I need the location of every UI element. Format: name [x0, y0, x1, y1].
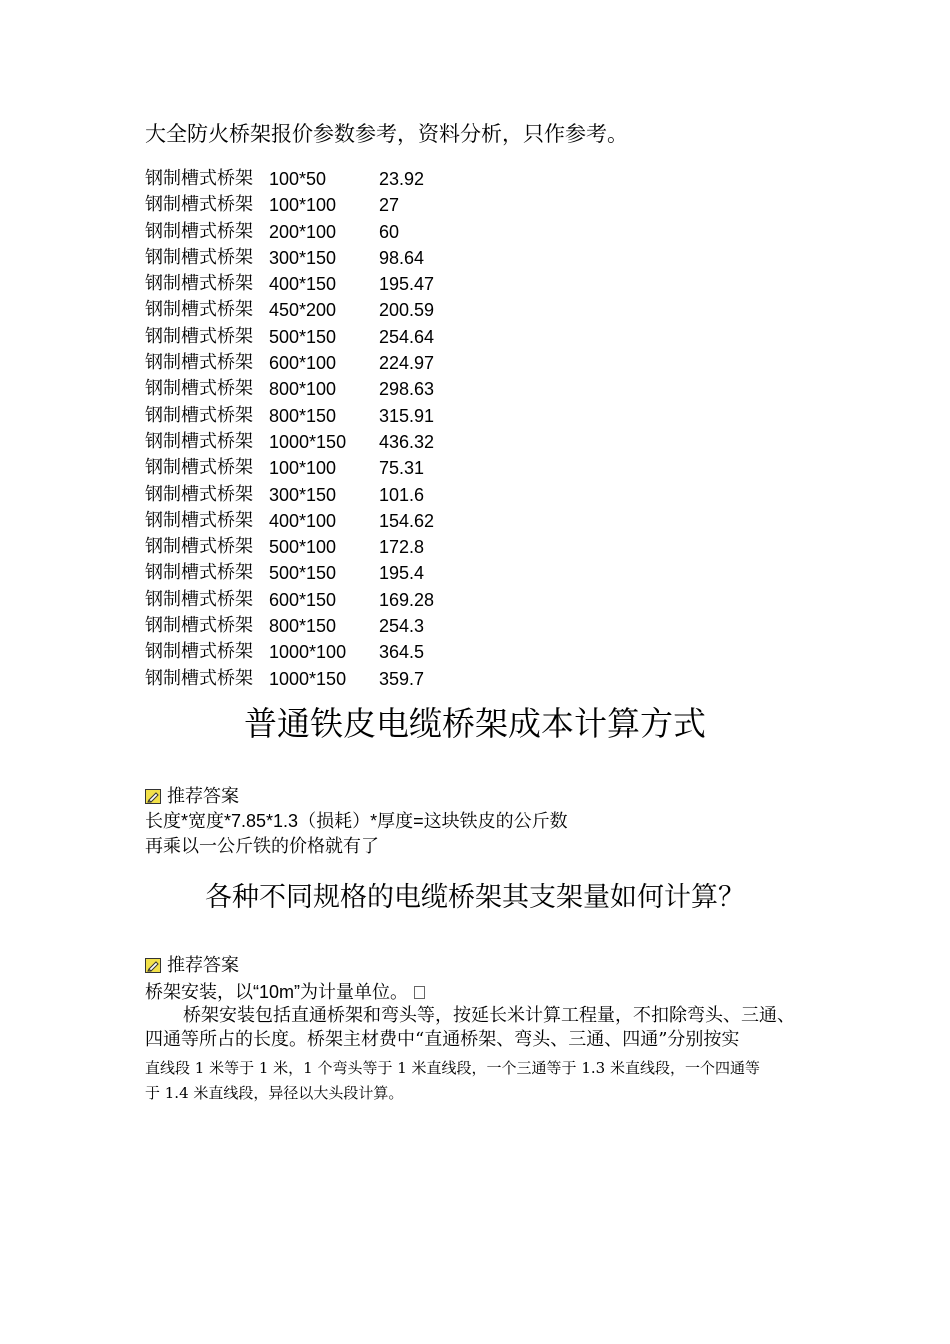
product-spec: 600*150: [269, 589, 337, 610]
product-spec: 100*100: [269, 195, 337, 216]
product-price: 359.7: [379, 668, 425, 689]
product-spec: 450*200: [269, 300, 337, 321]
formula-part: *厚度=: [370, 811, 424, 831]
product-spec: 200*100: [269, 221, 337, 242]
unit-part: 桥架安装，以: [145, 982, 253, 1003]
product-name: 钢制槽式桥架: [145, 562, 253, 584]
product-spec: 600*100: [269, 353, 337, 374]
product-name: 钢制槽式桥架: [145, 430, 253, 452]
product-price: 60: [379, 221, 400, 242]
product-name: 钢制槽式桥架: [145, 588, 253, 610]
unit-part: “10m”: [253, 982, 301, 1002]
section2-answer-label: [145, 954, 239, 978]
product-spec: 1000*150: [269, 431, 347, 452]
product-spec: 300*150: [269, 247, 337, 268]
product-name: 钢制槽式桥架: [145, 273, 253, 295]
product-name: 钢制槽式桥架: [145, 168, 253, 189]
product-price: 169.28: [379, 589, 435, 610]
product-price: 436.32: [379, 431, 435, 452]
product-price: 364.5: [379, 642, 425, 663]
product-price: 27: [379, 195, 400, 216]
product-name: 钢制槽式桥架: [145, 299, 253, 321]
product-spec: 500*150: [269, 563, 337, 584]
formula-part: （损耗）: [298, 811, 371, 832]
product-spec: 800*150: [269, 616, 337, 637]
product-name: 钢制槽式桥架: [145, 483, 253, 505]
product-spec: 800*150: [269, 405, 337, 426]
section2-title: 各种不同规格的电缆桥架其支架量如何计算？: [205, 882, 745, 913]
product-name: 钢制槽式桥架: [145, 536, 253, 558]
product-price: 298.63: [379, 379, 435, 400]
product-spec: 1000*100: [269, 642, 347, 663]
product-spec: 100*50: [269, 169, 327, 189]
product-price: 315.91: [379, 405, 435, 426]
product-spec: 300*150: [269, 484, 337, 505]
answer-label-text: 推荐答案: [167, 955, 239, 976]
product-name: 钢制槽式桥架: [145, 509, 253, 531]
product-spec: 100*100: [269, 458, 337, 479]
product-spec: 400*150: [269, 274, 337, 295]
product-price: 154.62: [379, 510, 435, 531]
product-price: 195.47: [379, 274, 435, 295]
product-name: 钢制槽式桥架: [145, 352, 253, 374]
product-price: 172.8: [379, 537, 425, 558]
product-name: 钢制槽式桥架: [145, 667, 253, 689]
section1-formula: [145, 809, 568, 834]
answer-label-text: 推荐答案: [167, 786, 239, 807]
answer-icon: [145, 958, 161, 973]
product-spec: 500*100: [269, 537, 337, 558]
intro-text: 大全防火桥架报价参数参考，资料分析，只作参考。: [145, 122, 628, 146]
product-name: 钢制槽式桥架: [145, 246, 253, 268]
product-name: 钢制槽式桥架: [145, 641, 253, 663]
product-price: 98.64: [379, 247, 425, 268]
formula-part: 这块铁皮的公斤数: [423, 811, 568, 832]
product-price: 101.6: [379, 484, 425, 505]
product-price: 254.64: [379, 326, 435, 347]
product-price: 75.31: [379, 458, 425, 479]
product-name: 钢制槽式桥架: [145, 325, 253, 347]
section2-para4: 于 1.4 米直线段，异径以大头段计算。: [145, 1084, 404, 1102]
product-name: 钢制槽式桥架: [145, 615, 253, 637]
section2-para2: 四通等所占的长度。桥架主材费中“直通桥架、弯头、三通、四通”分别按实: [145, 1029, 740, 1050]
formula-part: 长度*宽度*7.85*1.3: [145, 811, 299, 831]
section1-line2: 再乘以一公斤铁的价格就有了: [145, 836, 379, 857]
section1-title: 普通铁皮电缆桥架成本计算方式: [244, 704, 706, 743]
product-name: 钢制槽式桥架: [145, 220, 253, 242]
product-name: 钢制槽式桥架: [145, 378, 253, 400]
section2-para3: 直线段 1 米等于 1 米，1 个弯头等于 1 米直线段，一个三通等于 1.3 米直线段，一个四通等: [145, 1059, 760, 1077]
unit-part: 为计量单位。: [300, 982, 409, 1003]
product-price: 224.97: [379, 353, 435, 374]
section2-para1: 桥架安装包括直通桥架和弯头等，按延长米计算工程量，不扣除弯头、三通、: [183, 1005, 795, 1026]
product-price: 200.59: [379, 300, 435, 321]
product-price: 254.3: [379, 616, 425, 637]
product-price: 23.92: [379, 169, 425, 189]
product-spec: 1000*150: [269, 668, 347, 689]
section1-answer-label: [145, 785, 239, 809]
missing-glyph-box: [414, 986, 425, 999]
product-price: 195.4: [379, 563, 425, 584]
answer-icon: [145, 789, 161, 804]
section2-unit-line: [145, 980, 425, 1005]
product-name: 钢制槽式桥架: [145, 404, 253, 426]
product-name: 钢制槽式桥架: [145, 457, 253, 479]
product-name: 钢制槽式桥架: [145, 194, 253, 216]
product-spec: 500*150: [269, 326, 337, 347]
product-spec: 400*100: [269, 510, 337, 531]
product-spec: 800*100: [269, 379, 337, 400]
